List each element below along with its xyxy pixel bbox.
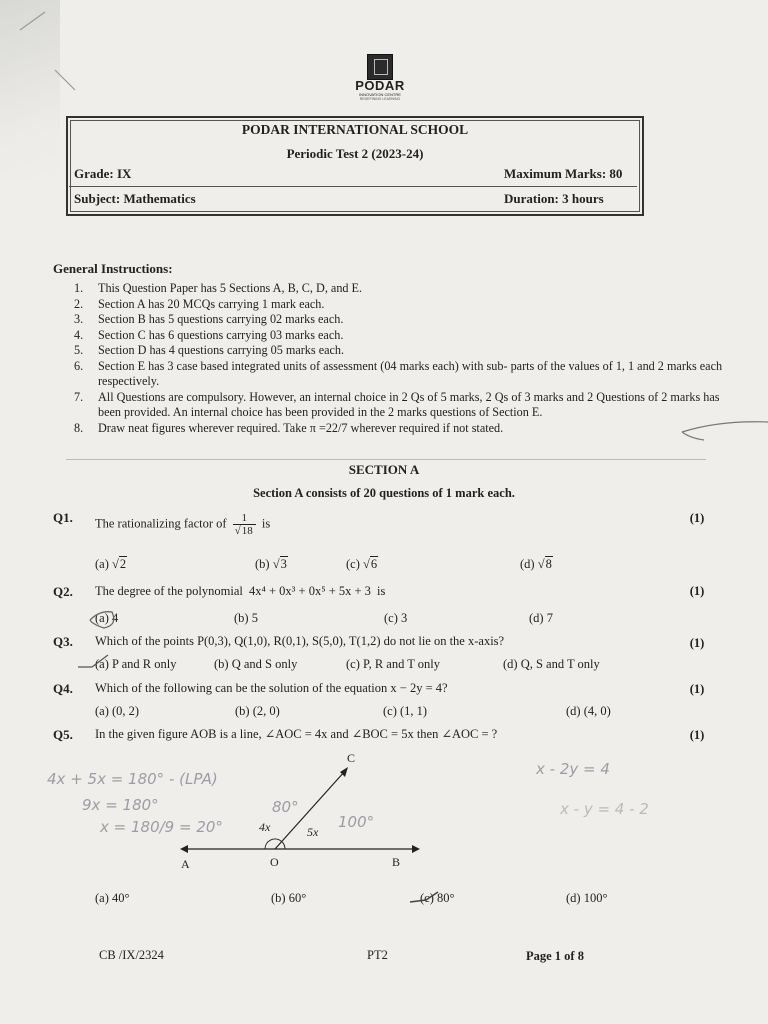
test-title: Periodic Test 2 (2023-24) — [286, 146, 424, 161]
q3-option-c: (c) P, R and T only — [346, 657, 440, 671]
instruction-item: 2. Section A has 20 MCQs carrying 1 mark each. — [74, 296, 325, 311]
q3-number: Q3. — [53, 634, 73, 649]
q3-option-a: (a) P and R only — [95, 657, 177, 671]
handwriting-working-1: 4x + 5x = 180° - (LPA) — [47, 770, 218, 788]
handwriting-working-2: 9x = 180° — [82, 796, 159, 814]
instruction-item: 5. Section D has 4 questions carrying 05 marks each. — [74, 343, 345, 357]
instruction-item: 3. Section B has 5 questions carrying 02 marks each. — [74, 312, 344, 326]
instruction-item: 1. This Question Paper has 5 Sections A, B, C, D, and E. — [74, 281, 363, 295]
corner-mark — [20, 12, 75, 90]
q4-option-d: (d) (4, 0) — [566, 704, 611, 718]
logo-tagline: REDEFINING LEARNING — [359, 97, 401, 101]
q1-option-a: (a) √2 — [95, 557, 127, 571]
q4-number: Q4. — [53, 681, 73, 696]
q3-answer-tick-mark — [78, 655, 108, 667]
handwriting-80: 80° — [272, 798, 299, 816]
q2-option-b: (b) 5 — [234, 611, 258, 625]
handwriting-right-2: x - y = 4 - 2 — [560, 800, 649, 818]
logo-name: PODAR — [355, 78, 405, 93]
q5-number: Q5. — [53, 727, 73, 742]
handwriting-right-1: x - 2y = 4 — [536, 760, 610, 778]
q2-polynomial: 4x⁴ + 0x³ + 0x⁵ + 5x + 3 — [249, 584, 371, 598]
footer-page: Page 1 of 8 — [526, 949, 584, 963]
q2-option-d: (d) 7 — [529, 611, 553, 625]
q4-text: Which of the following can be the solution of the equation x − 2y = 4? — [95, 681, 448, 695]
q1-number: Q1. — [53, 510, 73, 525]
max-marks-label: Maximum Marks: 80 — [504, 166, 623, 181]
duration-label: Duration: 3 hours — [504, 191, 604, 206]
q4-option-b: (b) (2, 0) — [235, 704, 280, 718]
angle-boc-label: 5x — [307, 825, 319, 839]
q5-answer-tick-mark — [410, 892, 438, 902]
school-name: PODAR INTERNATIONAL SCHOOL — [241, 122, 469, 137]
section-description: Section A consists of 20 questions of 1 mark each. — [253, 486, 515, 500]
point-b-label: B — [392, 855, 401, 869]
section-title: SECTION A — [348, 462, 420, 477]
handwriting-working-3: x = 180/9 = 20° — [100, 818, 223, 836]
q3-option-d: (d) Q, S and T only — [503, 657, 600, 671]
q4-option-c: (c) (1, 1) — [383, 704, 428, 718]
q1-text: The rationalizing factor of $\frac{1}{√18}$ is — [95, 512, 271, 537]
angle-aoc-label: 4x — [259, 820, 271, 834]
q1-fraction: $\frac{1}{√18}$ — [233, 512, 256, 537]
q2-option-c: (c) 3 — [384, 611, 408, 625]
q3-marks: (1) — [689, 636, 705, 650]
q4-marks: (1) — [689, 682, 705, 696]
instruction-item: 4. Section C has 6 questions carrying 03 marks each. — [74, 327, 344, 342]
footer-test: PT2 — [367, 948, 388, 962]
instructions-title: General Instructions: — [53, 261, 173, 276]
grade-label: Grade: IX — [74, 166, 132, 181]
q1-marks: (1) — [689, 511, 705, 525]
q5-marks: (1) — [689, 728, 705, 742]
q5-option-a: (a) 40° — [95, 891, 130, 905]
q5-text: In the given figure AOB is a line, ∠AOC = 4x and ∠BOC = 5x then ∠AOC = ? — [95, 727, 498, 741]
q3-text: Which of the points P(0,3), Q(1,0), R(0,1), S(5,0), T(1,2) do not lie on the x-axis? — [95, 634, 505, 648]
q1-option-c: (c) √6 — [346, 557, 378, 571]
point-o-label: O — [270, 855, 279, 869]
q5-option-b: (b) 60° — [271, 891, 307, 905]
q3-option-b: (b) Q and S only — [214, 657, 298, 671]
logo-subtitle: INNOVATION CENTRE — [359, 92, 401, 97]
subject-label: Subject: Mathematics — [74, 191, 196, 206]
q2-text: The degree of the polynomial 4x⁴ + 0x³ + 0x⁵ + 5x + 3 is — [95, 584, 386, 598]
q1-option-b: (b) √3 — [255, 557, 287, 571]
q2-option-a: (a) 4 — [95, 611, 119, 625]
instruction-item: 6. Section E has 3 case based integrated units of assessment (04 marks each) with sub- parts of the values of 1, 1 and 2 marks each respectively. — [74, 358, 723, 388]
point-a-label: A — [181, 857, 190, 871]
footer-code: CB /IX/2324 — [99, 948, 164, 962]
instruction-item: 8. Draw neat figures wherever required. Take π =22/7 wherever required if not stated. — [74, 420, 504, 435]
q5-option-d: (d) 100° — [566, 891, 608, 905]
q2-number: Q2. — [53, 584, 73, 599]
q1-option-d: (d) √8 — [520, 557, 552, 571]
point-c-label: C — [347, 751, 356, 765]
q2-marks: (1) — [689, 584, 705, 598]
q5-option-c: (c) 80° — [420, 891, 455, 905]
margin-arrow-mark — [682, 422, 768, 440]
q2-answer-circle-mark — [90, 612, 114, 628]
q4-option-a: (a) (0, 2) — [95, 704, 140, 718]
handwriting-100: 100° — [338, 813, 375, 831]
instruction-item: 7. All Questions are compulsory. However, an internal choice in 2 Qs of 5 marks, 2 Qs of 3 marks and 2 Questions of 2 marks has been provided. An internal choice has been provided in the 2 marks questions of Section E. — [74, 389, 720, 419]
